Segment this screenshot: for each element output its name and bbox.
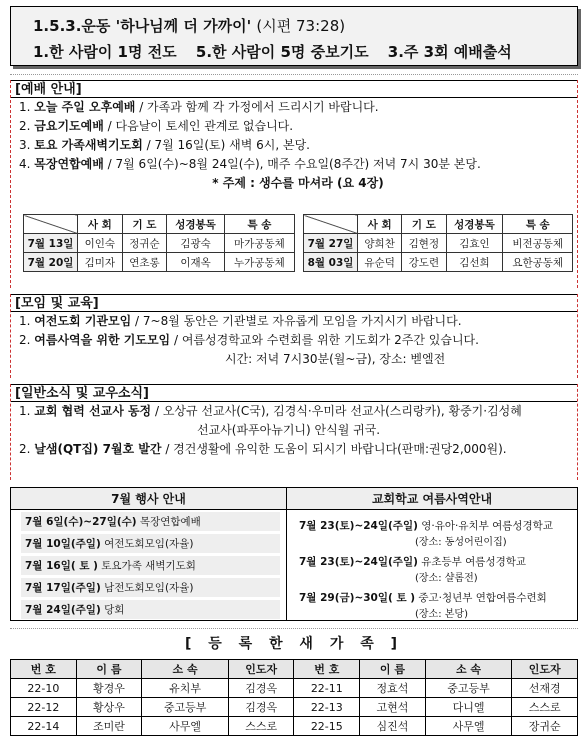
camp-title: 교회학교 여름사역안내: [287, 488, 577, 510]
col-header: 성경봉독: [167, 215, 224, 234]
new-family-table: 번 호 이 름 소 속 인도자 번 호 이 름 소 속 인도자 22-10 황경우 유치부 김경옥 22-11 정효석 중고등부 선재경 22-12 황상우 중고등부 김경옥 22-13 고현석 다니엘 스스로 22-14 조미란 사무엘 스스로 22-15 심진석 사무엘 장귀순: [10, 659, 578, 736]
bulletin-header: [10, 6, 578, 66]
table-row: 7월 13일 이인숙 정귀순 김광숙 마가공동체: [24, 234, 295, 253]
table-row: 7월 27일 양희찬 김현정 김효인 비전공동체: [304, 234, 573, 253]
meeting-schedule: 시간: 저녁 7시30분(월~금), 장소: 벧엘전: [225, 352, 446, 366]
worship-section: [10, 80, 578, 288]
goal-2: 5.한 사람이 5명 중보기도: [195, 43, 369, 61]
table-row: 22-14 조미란 사무엘 스스로 22-15 심진석 사무엘 장귀순: [11, 717, 578, 736]
table-row: 22-12 황상우 중고등부 김경옥 22-13 고현석 다니엘 스스로: [11, 698, 578, 717]
header-motto: [33, 15, 345, 36]
list-item: 7월 17일(주일) 남전도회모임(자율): [21, 578, 280, 598]
duty-table-left: [23, 214, 295, 272]
goal-3: 3.주 3회 예배출석: [387, 43, 512, 61]
section-title: [모임 및 교육]: [11, 294, 577, 312]
meeting-item: 1. 여전도회 기관모임 / 7~8월 동안은 기관별로 자유롭게 모임을 가지시기 바랍니다.: [19, 314, 462, 328]
goal-1: 1.한 사람이 1명 전도: [33, 43, 177, 61]
news-item: 2. 날샘(QT집) 7월호 발간 / 경건생활에 유익한 도움이 되시기 바랍니다(판매:권당2,000원).: [19, 442, 507, 456]
worship-item: 3. 토요 가족새벽기도회 / 7월 16일(토) 새벽 6시, 본당.: [19, 138, 310, 152]
header-goals: [33, 41, 526, 62]
july-events: [11, 488, 287, 620]
col-header: 특 송: [224, 215, 294, 234]
list-item: 7월 29(금)~30일( 토 ) 중고·청년부 연합여름수련회 (장소: 본당): [299, 592, 547, 620]
duty-table-right: [303, 214, 573, 272]
table-corner: [304, 215, 358, 234]
col-header: 특 송: [503, 215, 573, 234]
col-header: 기 도: [122, 215, 167, 234]
worship-theme: * 주제 : 생수를 마셔라 (요 4장): [212, 176, 384, 190]
list-item: 7월 16일( 토 ) 토요가족 새벽기도회: [21, 556, 280, 576]
list-item: 7월 6일(수)~27일(수) 목장연합예배: [21, 512, 280, 532]
col-header: 기 도: [402, 215, 446, 234]
list-item: 7월 24일(주일) 당회: [21, 600, 280, 620]
news-item-cont: 선교사(파푸아뉴기니) 안식월 귀국.: [197, 423, 381, 437]
divider: [10, 74, 578, 75]
list-item: 7월 23(토)~24일(주일) 영·유아·유치부 여름성경학교 (장소: 동성어린이집): [299, 520, 553, 548]
worship-item: 4. 목장연합예배 / 7월 6일(수)~8월 24일(수), 매주 수요일(8주간) 저녁 7시 30분 본당.: [19, 157, 481, 171]
section-title: [일반소식 및 교우소식]: [11, 384, 577, 402]
news-section: [10, 384, 578, 480]
events-title: 7월 행사 안내: [11, 488, 286, 510]
summer-ministry: [287, 488, 577, 620]
table-row: 7월 20일 김미자 연초롱 이재옥 누가공동체: [24, 253, 295, 272]
worship-item: 1. 오늘 주일 오후예배 / 가족과 함께 각 가정에서 드리시기 바랍니다.: [19, 100, 379, 114]
new-family-section: [10, 628, 578, 733]
meeting-item: 2. 여름사역을 위한 기도모임 / 여름성경학교와 수련회를 위한 기도회가 2주간 있습니다.: [19, 333, 479, 347]
motto-reference: (시편 73:28): [256, 17, 346, 35]
col-header: 성경봉독: [446, 215, 503, 234]
col-header: 사 회: [78, 215, 123, 234]
col-header: 사 회: [358, 215, 402, 234]
news-item: 1. 교회 협력 선교사 동정 / 오상규 선교사(C국), 김경식·우미라 선교사(스리랑카), 황중기·김성혜: [19, 404, 522, 418]
list-item: 7월 23(토)~24일(주일) 유초등부 여름성경학교 (장소: 샬롬전): [299, 556, 527, 584]
table-row: 8월 03일 유순덕 강도련 김선희 요한공동체: [304, 253, 573, 272]
registry-title: [ 등 록 한 새 가 족 ]: [184, 636, 404, 652]
section-title: [예배 안내]: [11, 80, 577, 98]
motto-title: 1.5.3.운동 '하나님께 더 가까이': [33, 17, 252, 35]
table-corner: [24, 215, 78, 234]
worship-item: 2. 금요기도예배 / 다음날이 토세인 관계로 없습니다.: [19, 119, 294, 133]
meeting-section: [10, 294, 578, 378]
table-row: 22-10 황경우 유치부 김경옥 22-11 정효석 중고등부 선재경: [11, 679, 578, 698]
list-item: 7월 10일(주일) 여전도회모임(자율): [21, 534, 280, 554]
events-box: [10, 487, 578, 621]
